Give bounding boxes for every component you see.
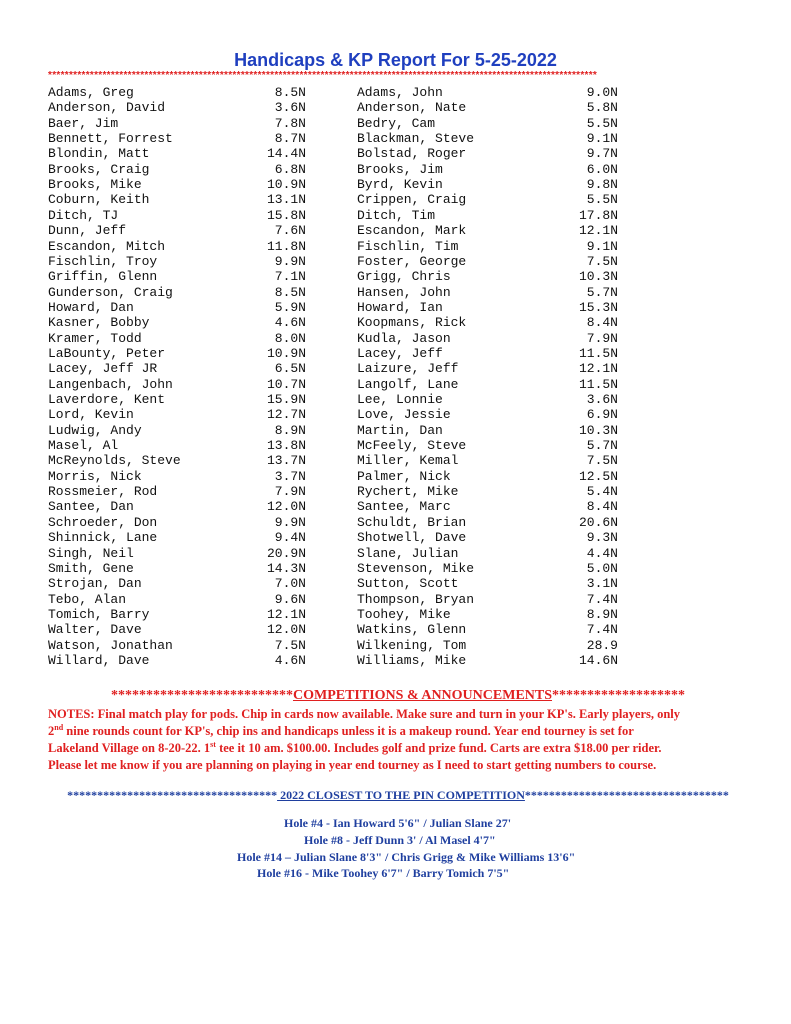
roster-row xyxy=(0,377,791,392)
notes-line-3-pre: Lakeland Village on 8-20-22. 1 xyxy=(48,741,211,755)
player-name: Tebo, Alan xyxy=(48,591,127,607)
player-name: Brooks, Craig xyxy=(48,161,150,177)
player-name: Brooks, Mike xyxy=(48,177,142,193)
player-name: Rossmeier, Rod xyxy=(48,484,158,500)
player-handicap: 14.3N xyxy=(266,560,306,576)
player-handicap: 3.1N xyxy=(586,576,618,592)
player-name: Singh, Neil xyxy=(48,545,134,561)
player-handicap: 11.8N xyxy=(266,238,306,254)
notes-line-3 xyxy=(48,740,748,757)
roster-row xyxy=(0,515,791,530)
player-handicap: 14.6N xyxy=(578,652,618,668)
player-handicap: 6.5N xyxy=(274,361,306,377)
roster-row xyxy=(0,576,791,591)
player-handicap: 13.1N xyxy=(266,192,306,208)
player-name: Schroeder, Don xyxy=(48,514,158,530)
roster-row xyxy=(0,622,791,637)
player-handicap: 7.8N xyxy=(274,115,306,131)
player-handicap: 8.9N xyxy=(274,422,306,438)
notes-line-3-sup: st xyxy=(210,739,216,749)
notes-line-3-post: tee it 10 am. $100.00. Includes golf and prize fund. Carts are extra $18.00 per rider. xyxy=(215,741,662,755)
player-handicap: 7.9N xyxy=(586,330,618,346)
player-handicap: 7.9N xyxy=(274,484,306,500)
player-name: Rychert, Mike xyxy=(357,484,459,500)
player-handicap: 17.8N xyxy=(578,207,618,223)
kp-hole-4: Hole #4 - Ian Howard 5'6" / Julian Slane 27' xyxy=(284,816,512,830)
title-divider-stars: *********************************************************************************************************************************** xyxy=(48,70,598,81)
player-handicap: 12.0N xyxy=(266,499,306,515)
player-handicap: 6.9N xyxy=(586,407,618,423)
player-handicap: 13.7N xyxy=(266,453,306,469)
player-handicap: 7.1N xyxy=(274,269,306,285)
roster-row xyxy=(0,162,791,177)
player-name: Walter, Dave xyxy=(48,622,142,638)
player-handicap: 5.5N xyxy=(586,192,618,208)
player-handicap: 7.5N xyxy=(586,253,618,269)
player-name: Kramer, Todd xyxy=(48,330,142,346)
roster-row xyxy=(0,499,791,514)
player-name: McFeely, Steve xyxy=(357,438,467,454)
kp-stars-left: *********************************** xyxy=(67,788,278,802)
player-handicap: 9.4N xyxy=(274,530,306,546)
player-handicap: 15.9N xyxy=(266,392,306,407)
player-name: Toohey, Mike xyxy=(357,606,451,622)
player-handicap: 8.4N xyxy=(586,315,618,331)
player-handicap: 10.9N xyxy=(266,345,306,361)
roster-row xyxy=(0,131,791,146)
roster-row xyxy=(0,85,791,100)
player-name: Blackman, Steve xyxy=(357,131,475,147)
player-handicap: 20.9N xyxy=(266,545,306,561)
player-handicap: 8.4N xyxy=(586,499,618,515)
roster-row xyxy=(0,116,791,131)
roster-row xyxy=(0,392,791,407)
notes-line-2 xyxy=(48,723,748,740)
competitions-stars-left: ************************** xyxy=(110,688,293,703)
player-name: Palmer, Nick xyxy=(357,468,451,484)
player-handicap: 8.7N xyxy=(274,131,306,147)
player-name: Stevenson, Mike xyxy=(357,560,475,576)
player-name: Wilkening, Tom xyxy=(357,637,467,653)
roster-row xyxy=(0,607,791,622)
player-name: Anderson, David xyxy=(48,100,166,116)
roster-row xyxy=(0,177,791,192)
roster-row xyxy=(0,546,791,561)
roster-row xyxy=(0,530,791,545)
roster-row xyxy=(0,453,791,468)
player-handicap: 7.4N xyxy=(586,622,618,638)
player-name: Santee, Dan xyxy=(48,499,134,515)
notes-line-1: NOTES: Final match play for pods. Chip in cards now available. Make sure and turn in your KP's. Early players, only xyxy=(48,707,681,721)
kp-heading xyxy=(48,788,748,803)
player-handicap: 3.7N xyxy=(274,468,306,484)
roster-row xyxy=(0,192,791,207)
roster-row xyxy=(0,300,791,315)
player-name: Byrd, Kevin xyxy=(357,177,443,193)
announcement-notes xyxy=(48,706,748,774)
kp-stars-right: ********************************** xyxy=(524,788,729,802)
player-handicap: 6.0N xyxy=(586,161,618,177)
player-name: Baer, Jim xyxy=(48,115,119,131)
player-name: Escandon, Mitch xyxy=(48,238,166,254)
player-handicap: 8.5N xyxy=(274,284,306,300)
player-handicap: 9.8N xyxy=(586,177,618,193)
player-name: Morris, Nick xyxy=(48,468,142,484)
player-handicap: 5.7N xyxy=(586,284,618,300)
player-handicap: 5.5N xyxy=(586,115,618,131)
player-name: Santee, Marc xyxy=(357,499,451,515)
player-handicap: 9.1N xyxy=(586,131,618,147)
player-handicap: 11.5N xyxy=(578,376,618,392)
roster-row xyxy=(0,407,791,422)
player-handicap: 8.5N xyxy=(274,85,306,100)
player-name: Hansen, John xyxy=(357,284,451,300)
competitions-heading xyxy=(48,688,748,704)
notes-line-2-sup: nd xyxy=(54,722,64,732)
player-handicap: 11.5N xyxy=(578,345,618,361)
player-name: Lacey, Jeff JR xyxy=(48,361,158,377)
roster-row xyxy=(0,254,791,269)
player-name: Miller, Kemal xyxy=(357,453,459,469)
roster-row xyxy=(0,346,791,361)
player-name: Ditch, Tim xyxy=(357,207,436,223)
player-name: Coburn, Keith xyxy=(48,192,150,208)
player-name: Lee, Lonnie xyxy=(357,392,443,407)
player-handicap: 13.8N xyxy=(266,438,306,454)
player-name: Anderson, Nate xyxy=(357,100,467,116)
player-name: Ditch, TJ xyxy=(48,207,119,223)
player-name: Blondin, Matt xyxy=(48,146,150,162)
player-name: Langenbach, John xyxy=(48,376,173,392)
player-name: Tomich, Barry xyxy=(48,606,150,622)
player-name: Lacey, Jeff xyxy=(357,345,443,361)
player-name: Escandon, Mark xyxy=(357,223,467,239)
player-handicap: 9.3N xyxy=(586,530,618,546)
player-name: Laverdore, Kent xyxy=(48,392,166,407)
player-name: Gunderson, Craig xyxy=(48,284,173,300)
roster-row xyxy=(0,438,791,453)
player-name: Crippen, Craig xyxy=(357,192,467,208)
player-name: Adams, John xyxy=(357,85,443,100)
player-handicap: 9.0N xyxy=(586,85,618,100)
player-name: Howard, Ian xyxy=(357,299,443,315)
player-name: Martin, Dan xyxy=(357,422,443,438)
player-name: Brooks, Jim xyxy=(357,161,443,177)
player-handicap: 12.1N xyxy=(266,606,306,622)
player-handicap: 4.6N xyxy=(274,315,306,331)
player-handicap: 12.1N xyxy=(578,361,618,377)
player-name: Ludwig, Andy xyxy=(48,422,142,438)
notes-line-4: Please let me know if you are planning on playing in year end tourney as I need to start getting numbers to course. xyxy=(48,758,657,772)
roster-row xyxy=(0,592,791,607)
player-name: Sutton, Scott xyxy=(357,576,459,592)
player-name: Adams, Greg xyxy=(48,85,134,100)
player-handicap: 5.9N xyxy=(274,299,306,315)
player-name: Bolstad, Roger xyxy=(357,146,467,162)
roster-row xyxy=(0,638,791,653)
player-name: Langolf, Lane xyxy=(357,376,459,392)
kp-hole-14: Hole #14 – Julian Slane 8'3" / Chris Grigg & Mike Williams 13'6" xyxy=(237,850,576,864)
roster-row xyxy=(0,561,791,576)
player-handicap: 15.3N xyxy=(578,299,618,315)
player-handicap: 10.3N xyxy=(578,269,618,285)
player-handicap: 7.5N xyxy=(586,453,618,469)
player-handicap: 12.5N xyxy=(578,468,618,484)
roster-row xyxy=(0,146,791,161)
player-handicap: 7.0N xyxy=(274,576,306,592)
player-handicap: 10.3N xyxy=(578,422,618,438)
competitions-stars-right: ******************* xyxy=(552,688,686,703)
notes-line-2-post: nine rounds count for KP's, chip ins and handicaps unless it is a makeup round. Year end tourney is set for xyxy=(63,724,634,738)
competitions-heading-text: COMPETITIONS & ANNOUNCEMENTS xyxy=(292,688,553,703)
roster-row xyxy=(0,653,791,668)
player-name: Strojan, Dan xyxy=(48,576,142,592)
roster-row xyxy=(0,208,791,223)
roster-row xyxy=(0,100,791,115)
player-name: Grigg, Chris xyxy=(357,269,451,285)
player-handicap: 12.1N xyxy=(578,223,618,239)
roster-row xyxy=(0,239,791,254)
player-handicap: 5.8N xyxy=(586,100,618,116)
player-name: Dunn, Jeff xyxy=(48,223,127,239)
player-handicap: 4.4N xyxy=(586,545,618,561)
player-name: Masel, Al xyxy=(48,438,119,454)
player-handicap: 28.9 xyxy=(586,637,618,653)
roster-row xyxy=(0,269,791,284)
player-name: Bedry, Cam xyxy=(357,115,436,131)
kp-hole-16: Hole #16 - Mike Toohey 6'7" / Barry Tomich 7'5" xyxy=(257,866,510,880)
player-name: Kasner, Bobby xyxy=(48,315,150,331)
player-name: Watkins, Glenn xyxy=(357,622,467,638)
kp-heading-text: 2022 CLOSEST TO THE PIN COMPETITION xyxy=(277,788,525,802)
player-handicap: 3.6N xyxy=(586,392,618,407)
player-name: Love, Jessie xyxy=(357,407,451,423)
player-handicap: 7.4N xyxy=(586,591,618,607)
player-name: Slane, Julian xyxy=(357,545,459,561)
player-handicap: 6.8N xyxy=(274,161,306,177)
notes-line-2-pre: 2 xyxy=(48,724,55,738)
roster-row xyxy=(0,331,791,346)
player-handicap: 9.7N xyxy=(586,146,618,162)
player-name: Schuldt, Brian xyxy=(357,514,467,530)
player-name: Kudla, Jason xyxy=(357,330,451,346)
player-name: Laizure, Jeff xyxy=(357,361,459,377)
player-name: Griffin, Glenn xyxy=(48,269,158,285)
player-name: Watson, Jonathan xyxy=(48,637,173,653)
player-name: Williams, Mike xyxy=(357,652,467,668)
player-handicap: 9.6N xyxy=(274,591,306,607)
player-handicap: 9.9N xyxy=(274,514,306,530)
player-name: LaBounty, Peter xyxy=(48,345,166,361)
roster-row xyxy=(0,423,791,438)
player-handicap: 12.0N xyxy=(266,622,306,638)
roster-row xyxy=(0,223,791,238)
player-handicap: 15.8N xyxy=(266,207,306,223)
player-handicap: 8.0N xyxy=(274,330,306,346)
player-handicap: 20.6N xyxy=(578,514,618,530)
player-name: Bennett, Forrest xyxy=(48,131,173,147)
player-handicap: 3.6N xyxy=(274,100,306,116)
player-handicap: 10.9N xyxy=(266,177,306,193)
player-handicap: 12.7N xyxy=(266,407,306,423)
player-name: Koopmans, Rick xyxy=(357,315,467,331)
player-name: Howard, Dan xyxy=(48,299,134,315)
roster-row xyxy=(0,469,791,484)
player-handicap: 7.5N xyxy=(274,637,306,653)
player-name: Lord, Kevin xyxy=(48,407,134,423)
player-name: McReynolds, Steve xyxy=(48,453,181,469)
player-name: Shinnick, Lane xyxy=(48,530,158,546)
player-name: Shotwell, Dave xyxy=(357,530,467,546)
player-handicap: 5.7N xyxy=(586,438,618,454)
player-handicap: 5.4N xyxy=(586,484,618,500)
player-name: Fischlin, Tim xyxy=(357,238,459,254)
player-handicap: 9.9N xyxy=(274,253,306,269)
roster-row xyxy=(0,285,791,300)
player-handicap: 4.6N xyxy=(274,652,306,668)
player-name: Smith, Gene xyxy=(48,560,134,576)
player-handicap: 10.7N xyxy=(266,376,306,392)
player-handicap: 7.6N xyxy=(274,223,306,239)
player-name: Fischlin, Troy xyxy=(48,253,158,269)
player-handicap: 5.0N xyxy=(586,560,618,576)
report-title: Handicaps & KP Report For 5-25-2022 xyxy=(234,50,557,70)
player-name: Foster, George xyxy=(357,253,467,269)
kp-hole-8: Hole #8 - Jeff Dunn 3' / Al Masel 4'7" xyxy=(304,833,496,847)
roster-row xyxy=(0,361,791,376)
player-name: Thompson, Bryan xyxy=(357,591,475,607)
player-handicap: 14.4N xyxy=(266,146,306,162)
player-handicap: 9.1N xyxy=(586,238,618,254)
player-name: Willard, Dave xyxy=(48,652,150,668)
roster-row xyxy=(0,315,791,330)
roster-row xyxy=(0,484,791,499)
player-handicap: 8.9N xyxy=(586,606,618,622)
